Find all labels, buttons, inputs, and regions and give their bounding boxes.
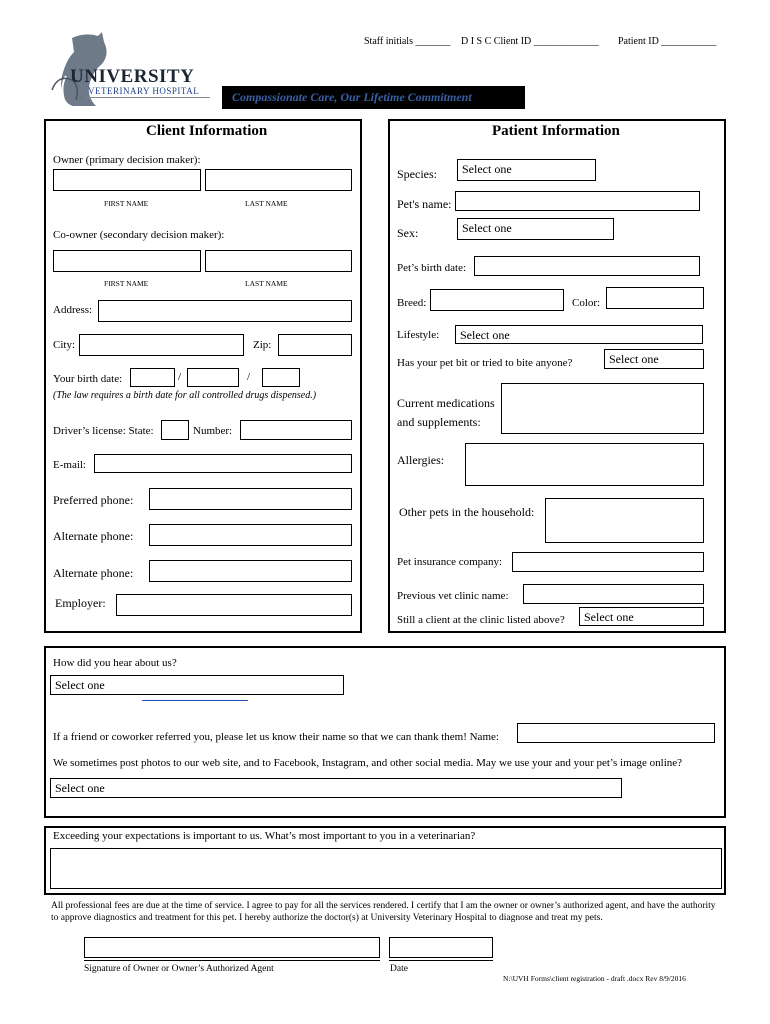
address-input[interactable] xyxy=(98,300,352,322)
license-number-input[interactable] xyxy=(240,420,352,440)
how-hear-label: How did you hear about us? xyxy=(53,657,177,669)
birth-day-input[interactable] xyxy=(187,368,239,387)
tagline-bar xyxy=(222,86,525,109)
alternate-phone-1-input[interactable] xyxy=(149,524,352,546)
birth-date-slash-1: / xyxy=(178,371,182,383)
patient-info-heading: Patient Information xyxy=(492,123,620,139)
signature-label: Signature of Owner or Owner’s Authorized Agent xyxy=(84,964,274,974)
species-label: Species: xyxy=(397,167,437,181)
birth-year-input[interactable] xyxy=(262,368,300,387)
color-label: Color: xyxy=(572,297,601,309)
logo-divider xyxy=(86,97,210,98)
logo-university-text: UNIVERSITY xyxy=(70,66,195,87)
still-client-select[interactable]: Select one xyxy=(579,607,704,626)
coowner-first-name-input[interactable] xyxy=(53,250,201,272)
medications-label-line-1: Current medications xyxy=(397,396,495,410)
how-hear-underline xyxy=(142,700,248,701)
bite-label: Has your pet bit or tried to bite anyone? xyxy=(397,357,573,369)
address-label: Address: xyxy=(53,304,93,316)
staff-initials-label: Staff initials _______ xyxy=(364,36,451,47)
zip-input[interactable] xyxy=(278,334,352,356)
allergies-input[interactable] xyxy=(465,443,704,486)
pet-birth-date-input[interactable] xyxy=(474,256,700,276)
coowner-first-name-caption: FIRST NAME xyxy=(104,279,149,288)
email-label: E-mail: xyxy=(53,459,86,471)
patient-id-label: Patient ID ___________ xyxy=(618,36,717,47)
employer-label: Employer: xyxy=(55,596,106,610)
pets-name-label: Pet's name: xyxy=(397,197,452,211)
breed-input[interactable] xyxy=(430,289,564,311)
coowner-label: Co-owner (secondary decision maker): xyxy=(53,229,225,241)
alternate-phone-1-label: Alternate phone: xyxy=(53,529,134,543)
zip-label: Zip: xyxy=(253,339,272,351)
lifestyle-label: Lifestyle: xyxy=(397,329,440,341)
alternate-phone-2-input[interactable] xyxy=(149,560,352,582)
medications-label-line-2: and supplements: xyxy=(397,415,481,429)
previous-vet-input[interactable] xyxy=(523,584,704,604)
insurance-label: Pet insurance company: xyxy=(397,556,503,568)
employer-input[interactable] xyxy=(116,594,352,616)
license-number-label: Number: xyxy=(193,425,233,437)
bite-select[interactable]: Select one xyxy=(604,349,704,369)
friend-name-input[interactable] xyxy=(517,723,715,743)
photos-consent-select[interactable]: Select one xyxy=(50,778,622,798)
signature-input[interactable] xyxy=(84,937,380,958)
birth-month-input[interactable] xyxy=(130,368,175,387)
email-input[interactable] xyxy=(94,454,352,473)
date-input[interactable] xyxy=(389,937,493,958)
license-state-label: Driver’s license: State: xyxy=(53,425,154,437)
alternate-phone-2-label: Alternate phone: xyxy=(53,566,134,580)
lifestyle-select[interactable]: Select one xyxy=(455,325,703,344)
owner-label: Owner (primary decision maker): xyxy=(53,154,201,166)
client-info-heading: Client Information xyxy=(146,123,268,139)
how-hear-select[interactable]: Select one xyxy=(50,675,344,695)
sex-label: Sex: xyxy=(397,226,419,240)
other-pets-label: Other pets in the household: xyxy=(399,505,535,519)
breed-label: Breed: xyxy=(397,297,427,309)
date-label: Date xyxy=(390,964,408,974)
pets-name-input[interactable] xyxy=(455,191,700,211)
preferred-phone-label: Preferred phone: xyxy=(53,493,134,507)
preferred-phone-input[interactable] xyxy=(149,488,352,510)
coowner-last-name-input[interactable] xyxy=(205,250,352,272)
expectations-question: Exceeding your expectations is important to us. What’s most important to you in a veterinarian? xyxy=(53,830,476,842)
color-input[interactable] xyxy=(606,287,704,309)
form-reference: N:\UVH Forms\client registration - draft .docx Rev 8/9/2016 xyxy=(503,974,686,983)
logo-vet-text: VETERINARY HOSPITAL xyxy=(88,86,200,96)
coowner-last-name-caption: LAST NAME xyxy=(245,279,288,288)
pet-birth-date-label: Pet’s birth date: xyxy=(397,262,467,274)
city-input[interactable] xyxy=(79,334,244,356)
owner-first-name-input[interactable] xyxy=(53,169,201,191)
previous-vet-label: Previous vet clinic name: xyxy=(397,590,509,602)
signature-line xyxy=(84,960,380,961)
species-select[interactable]: Select one xyxy=(457,159,596,181)
medications-input[interactable] xyxy=(501,383,704,434)
birth-date-slash-2: / xyxy=(247,371,251,383)
photos-consent-label: We sometimes post photos to our web site, and to Facebook, Instagram, and other social media. May we use your and your pet’s image online? xyxy=(53,757,683,769)
city-label: City: xyxy=(53,339,76,351)
owner-first-name-caption: FIRST NAME xyxy=(104,199,149,208)
birth-date-note: (The law requires a birth date for all controlled drugs dispensed.) xyxy=(53,390,317,401)
agreement-text: All professional fees are due at the time of service. I agree to pay for all the services rendered. I certify that I am the owner or owner’s authorized agent, and have the authority to approve diagnostics and treatment for this pet. I hereby authorize the doctor(s) at University Veterinary Hospital to diagnose and treat my pets. xyxy=(51,901,716,923)
insurance-input[interactable] xyxy=(512,552,704,572)
license-state-input[interactable] xyxy=(161,420,189,440)
birth-date-label: Your birth date: xyxy=(53,373,123,385)
disc-client-id-label: D I S C Client ID _____________ xyxy=(461,36,599,47)
owner-last-name-caption: LAST NAME xyxy=(245,199,288,208)
allergies-label: Allergies: xyxy=(397,453,445,467)
date-line xyxy=(389,960,493,961)
sex-select[interactable]: Select one xyxy=(457,218,614,240)
tagline-text: Compassionate Care, Our Lifetime Commitment xyxy=(232,90,472,104)
other-pets-input[interactable] xyxy=(545,498,704,543)
owner-last-name-input[interactable] xyxy=(205,169,352,191)
expectations-input[interactable] xyxy=(50,848,722,889)
friend-referral-label: If a friend or coworker referred you, please let us know their name so that we can thank them! Name: xyxy=(53,731,499,743)
still-client-label: Still a client at the clinic listed above? xyxy=(397,614,565,626)
